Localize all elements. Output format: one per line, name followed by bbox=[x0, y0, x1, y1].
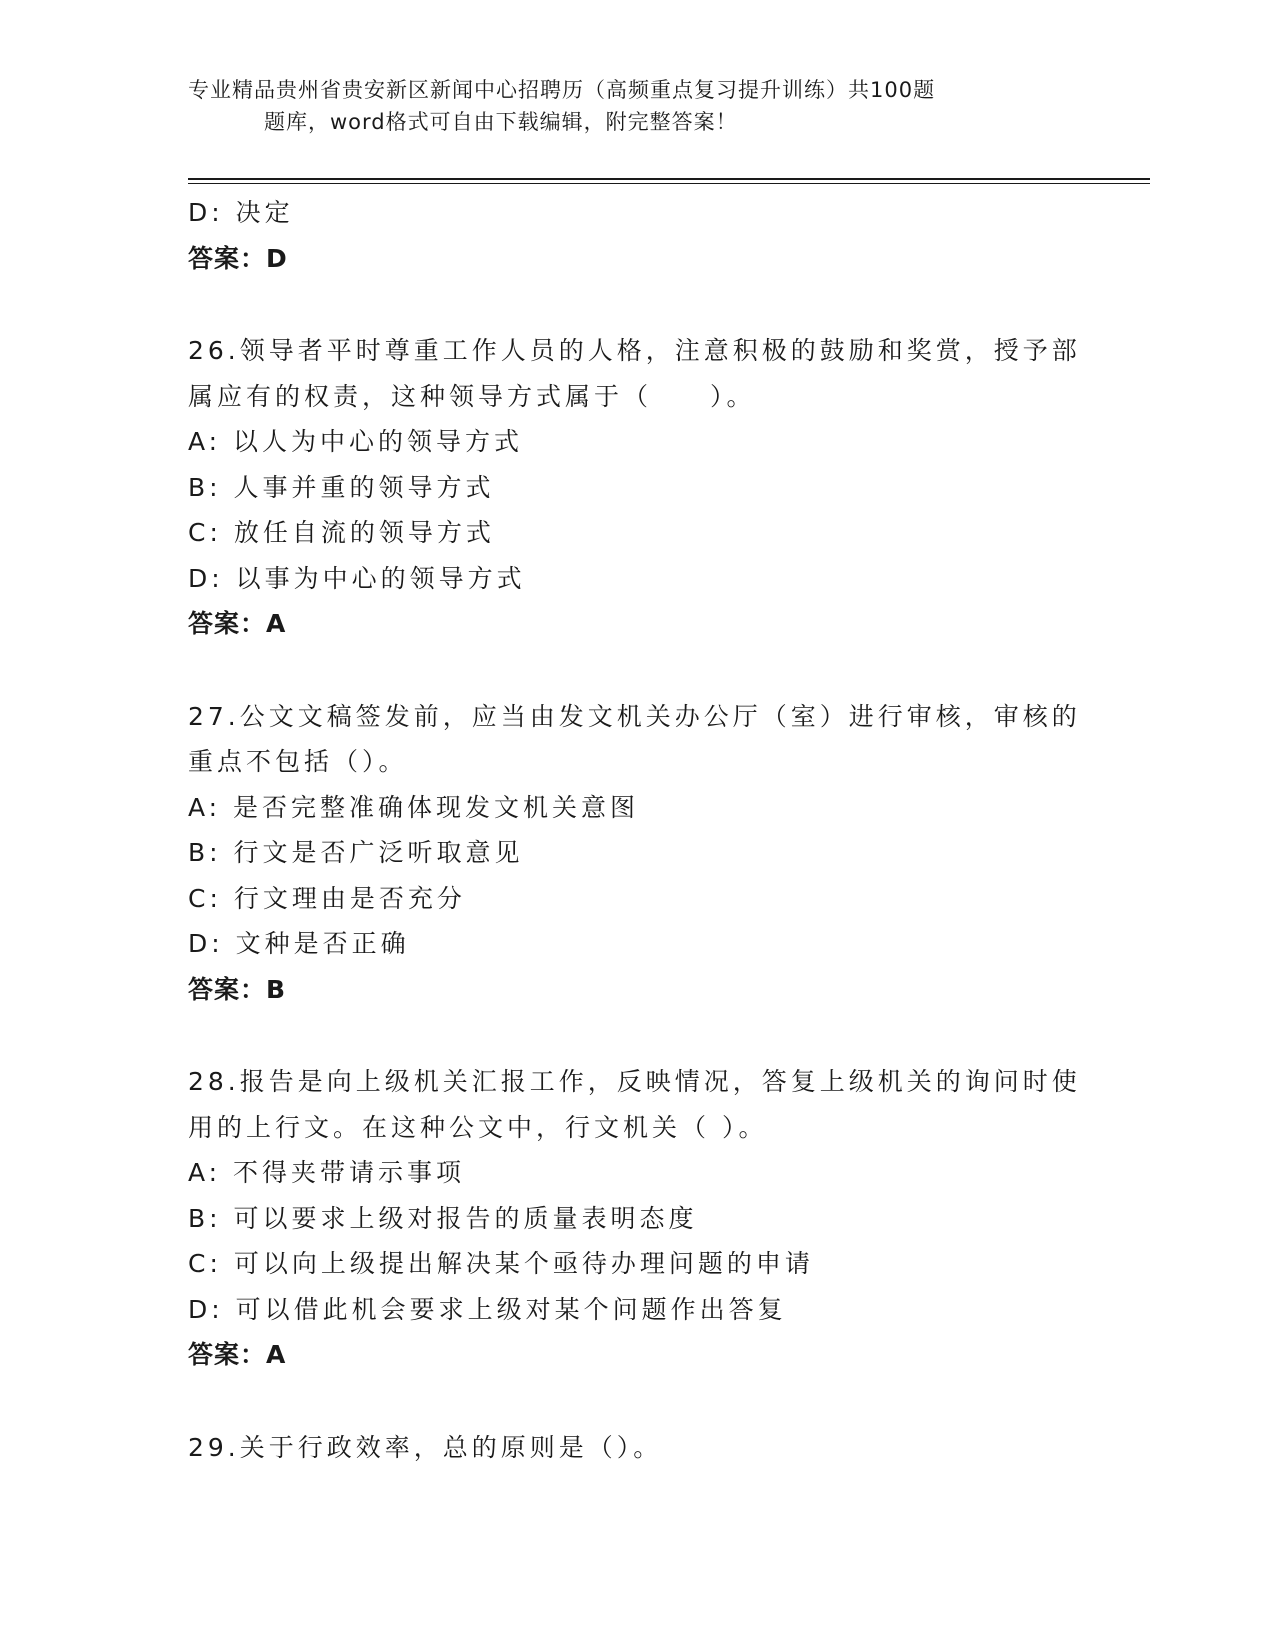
document-body bbox=[188, 190, 1088, 1470]
option-d: D: 以事为中心的领导方式 bbox=[188, 563, 526, 593]
answer: 答案：B bbox=[188, 974, 287, 1004]
question-text: 29.关于行政效率，总的原则是（）。 bbox=[188, 1432, 663, 1462]
spacer bbox=[188, 1378, 1088, 1425]
option-a: A: 不得夹带请示事项 bbox=[188, 1158, 466, 1187]
option-b: B: 人事并重的领导方式 bbox=[188, 472, 495, 502]
answer: 答案：A bbox=[188, 1340, 287, 1369]
option-b: B: 行文是否广泛听取意见 bbox=[188, 838, 524, 867]
document-header bbox=[188, 74, 1068, 138]
header-divider-thin bbox=[188, 183, 1150, 184]
option-b: B: 可以要求上级对报告的质量表明态度 bbox=[188, 1203, 698, 1233]
option-d: D: 决定 bbox=[188, 198, 294, 227]
header-title-line1: 专业精品贵州省贵安新区新闻中心招聘历（高频重点复习提升训练）共100题 bbox=[188, 78, 936, 102]
option-d: D: 文种是否正确 bbox=[188, 929, 410, 958]
option-c: C: 放任自流的领导方式 bbox=[188, 518, 495, 547]
option-c: C: 行文理由是否充分 bbox=[188, 883, 466, 913]
spacer bbox=[188, 1012, 1088, 1059]
question-text: 26.领导者平时尊重工作人员的人格，注意积极的鼓励和奖赏，授予部属应有的权责，这种领导方式属于（ ）。 bbox=[188, 336, 1081, 411]
question-text: 28.报告是向上级机关汇报工作，反映情况，答复上级机关的询问时使用的上行文。在这种公文中，行文机关（ ）。 bbox=[188, 1067, 1081, 1142]
option-d: D: 可以借此机会要求上级对某个问题作出答复 bbox=[188, 1294, 787, 1324]
spacer bbox=[188, 647, 1088, 694]
header-title-line2: 题库，word格式可自由下载编辑，附完整答案！ bbox=[264, 110, 738, 134]
answer: 答案：A bbox=[188, 609, 287, 638]
answer: 答案：D bbox=[188, 243, 288, 273]
option-a: A: 是否完整准确体现发文机关意图 bbox=[188, 792, 640, 822]
header-divider-thick bbox=[188, 178, 1150, 180]
option-c: C: 可以向上级提出解决某个亟待办理问题的申请 bbox=[188, 1249, 814, 1278]
option-a: A: 以人为中心的领导方式 bbox=[188, 427, 524, 456]
question-text: 27.公文文稿签发前，应当由发文机关办公厅（室）进行审核，审核的重点不包括（）。 bbox=[188, 701, 1081, 776]
spacer bbox=[188, 281, 1088, 328]
